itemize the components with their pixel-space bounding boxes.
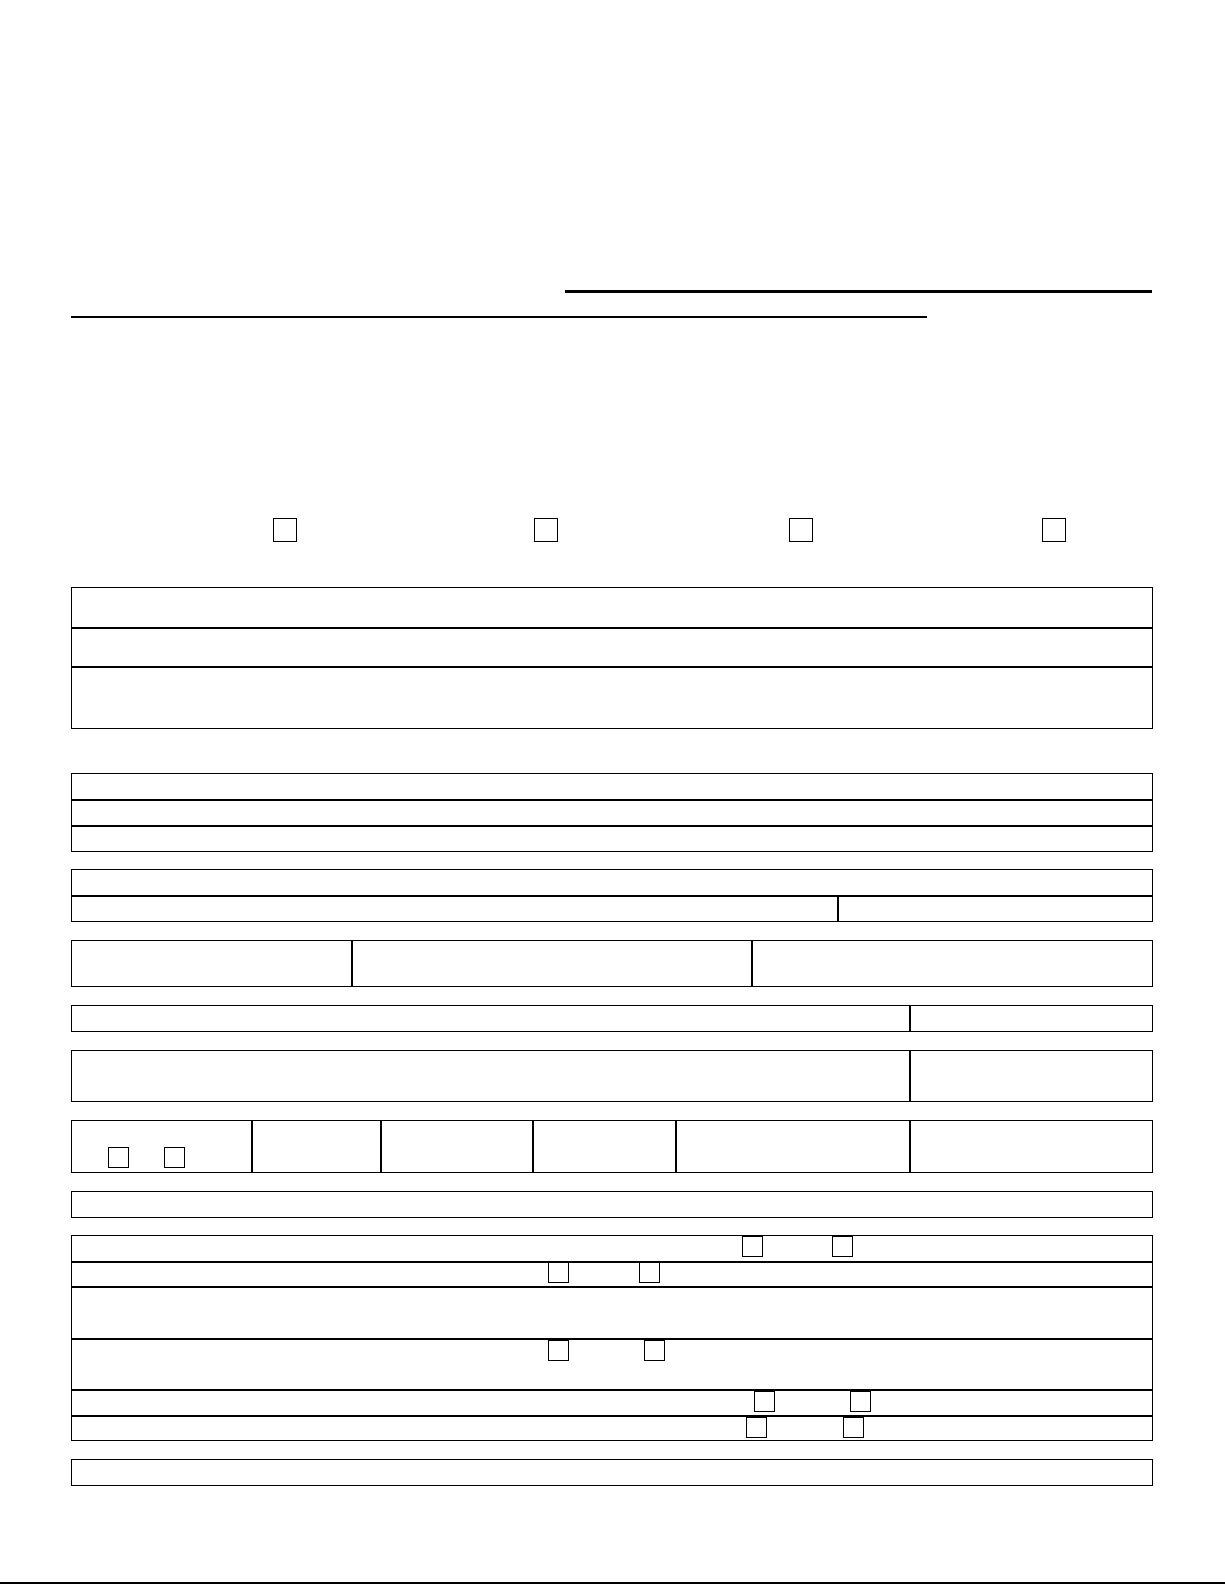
section-7-checkbox-2[interactable]: [164, 1147, 185, 1168]
question-4-no-checkbox[interactable]: [644, 1340, 665, 1361]
section-7-column-divider-2: [380, 1120, 382, 1173]
section-6-field-right[interactable]: [912, 1052, 1151, 1100]
section-3-column-divider: [837, 895, 839, 922]
page-bottom-rule: [0, 1582, 1225, 1584]
section-5-field-right[interactable]: [912, 1007, 1151, 1030]
section-7-field-6[interactable]: [912, 1122, 1151, 1171]
section-6-column-divider: [909, 1050, 911, 1102]
type-checkbox-1[interactable]: [273, 518, 297, 542]
section-8-field[interactable]: [73, 1193, 1151, 1216]
section-4-column-divider-1: [351, 940, 353, 987]
section-4-field-1[interactable]: [73, 942, 349, 985]
section-2-row-1[interactable]: [73, 775, 1151, 798]
type-checkbox-2[interactable]: [534, 518, 558, 542]
question-2-no-checkbox[interactable]: [639, 1262, 660, 1283]
question-1-yes-checkbox[interactable]: [742, 1236, 763, 1257]
section-2-row-3[interactable]: [73, 827, 1151, 850]
section-5-column-divider: [909, 1005, 911, 1032]
section-4-column-divider-2: [751, 940, 753, 987]
question-6-yes-checkbox[interactable]: [746, 1417, 767, 1438]
question-5-no-checkbox[interactable]: [850, 1391, 871, 1412]
question-3-field[interactable]: [73, 1288, 1151, 1336]
section-7-field-5[interactable]: [678, 1122, 907, 1171]
section-7-column-divider-4: [675, 1120, 677, 1173]
section-3-row-2-left[interactable]: [73, 897, 835, 920]
section-7-column-divider-3: [532, 1120, 534, 1173]
section-9-divider-1: [71, 1261, 1153, 1263]
section-1-field-2[interactable]: [73, 629, 1151, 665]
type-checkbox-4[interactable]: [1042, 518, 1066, 542]
section-10-field[interactable]: [73, 1461, 1151, 1484]
section-4-field-2[interactable]: [354, 942, 749, 985]
section-9-divider-4: [71, 1389, 1153, 1391]
section-7-checkbox-1[interactable]: [108, 1147, 129, 1168]
header-rule-second: [71, 316, 927, 318]
question-2-yes-checkbox[interactable]: [548, 1262, 569, 1283]
section-6-field-left[interactable]: [73, 1052, 907, 1100]
section-1-field-3[interactable]: [73, 668, 1151, 727]
section-7-field-4[interactable]: [535, 1122, 673, 1171]
section-4-field-3[interactable]: [754, 942, 1151, 985]
section-7-column-divider-5: [909, 1120, 911, 1173]
section-7-column-divider-1: [251, 1120, 253, 1173]
section-1-field-1[interactable]: [73, 589, 1151, 626]
section-2-row-2[interactable]: [73, 801, 1151, 824]
section-7-field-2[interactable]: [254, 1122, 378, 1171]
section-3-row-1[interactable]: [73, 871, 1151, 894]
header-rule-top: [565, 290, 1152, 293]
question-4-yes-checkbox[interactable]: [548, 1340, 569, 1361]
section-3-row-2-right[interactable]: [840, 897, 1151, 920]
section-7-field-3[interactable]: [383, 1122, 530, 1171]
question-6-no-checkbox[interactable]: [843, 1417, 864, 1438]
type-checkbox-3[interactable]: [789, 518, 813, 542]
question-5-yes-checkbox[interactable]: [754, 1391, 775, 1412]
question-1-no-checkbox[interactable]: [832, 1236, 853, 1257]
section-9-divider-5: [71, 1415, 1153, 1417]
section-5-field-left[interactable]: [73, 1007, 907, 1030]
section-9-divider-3: [71, 1338, 1153, 1340]
